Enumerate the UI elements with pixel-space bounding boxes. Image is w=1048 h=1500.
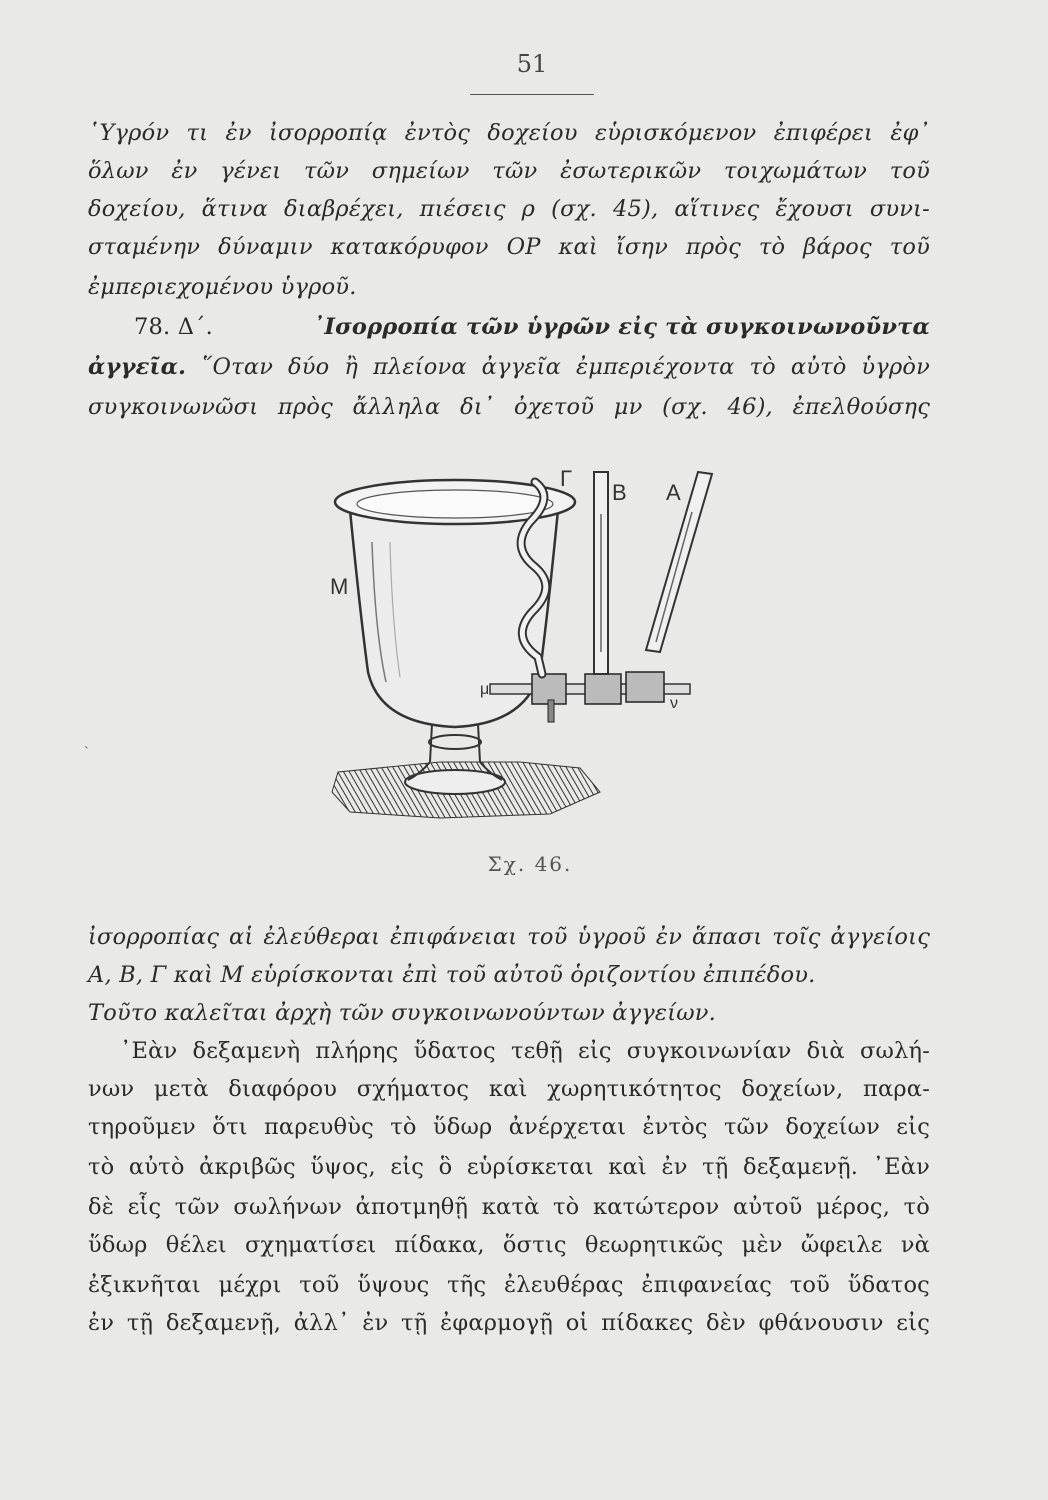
section-text-1: ῞Οταν δύο ἢ πλείονα ἀγγεῖα ἐμπεριέχοντα τὸ αὐτὸ ὑγρὸν (186, 354, 930, 380)
label-nu: ν (670, 695, 678, 712)
paragraph2-line-3: Τοῦτο καλεῖται ἀρχὴ τῶν συγκοινωνούντων ἀγγείων. (88, 1000, 717, 1026)
connector-alpha (626, 672, 664, 702)
paragraph3-line-1: ᾿Εὰν δεξαμενὴ πλήρης ὕδατος τεθῇ εἰς συγκοινωνίαν διὰ σωλή- (120, 1038, 930, 1064)
paragraph1-line-2: ὅλων ἐν γένει τῶν σημείων τῶν ἐσωτερικῶν τοιχωμάτων τοῦ (88, 158, 930, 184)
paragraph1-line-3: δοχείου, ἅτινα διαβρέχει, πιέσεις ρ (σχ. 45), αἵτινες ἔχουσι συνι- (88, 196, 930, 222)
label-alpha: Α (666, 480, 681, 505)
label-mu-small: μ (480, 681, 490, 698)
paragraph3-line-6: ὕδωρ θέλει σχηματίσει πίδακα, ὅστις θεωρητικῶς μὲν ὤφειλε νὰ (88, 1232, 930, 1258)
paragraph2-line-1: ἰσορροπίας αἱ ἐλεύθεραι ἐπιφάνειαι τοῦ ὑγροῦ ἐν ἅπασι τοῖς ἀγγείοις (88, 924, 930, 950)
figure-communicating-vessels (320, 462, 740, 852)
label-beta: Β (612, 480, 627, 505)
page-number: 51 (516, 50, 548, 78)
section-line-2 (88, 352, 930, 382)
paragraph1-line-4: σταμένην δύναμιν κατακόρυφον OP καὶ ἴσην πρὸς τὸ βάρος τοῦ (88, 234, 930, 260)
margin-mark: ˴ (84, 738, 89, 754)
paragraph3-line-8: ἐν τῇ δεξαμενῇ, ἀλλ᾽ ἐν τῇ ἐφαρμογῇ οἱ πίδακες δὲν φθάνουσιν εἰς (88, 1310, 930, 1336)
figure-caption: Σχ. 46. (487, 852, 573, 876)
paragraph3-line-3: τηροῦμεν ὅτι παρευθὺς τὸ ὕδωρ ἀνέρχεται ἐντὸς τῶν δοχείων εἰς (88, 1114, 930, 1140)
section-title: ᾿Ισορροπία τῶν ὑγρῶν εἰς τὰ συγκοινωνοῦντα (312, 314, 930, 340)
label-mu-vessel: Μ (330, 574, 349, 599)
section-title-end: ἀγγεῖα. (88, 354, 187, 380)
label-gamma: Γ (560, 466, 573, 491)
paragraph3-line-2: νων μετὰ διαφόρου σχήματος καὶ χωρητικότητος δοχείων, παρα- (88, 1076, 930, 1102)
paragraph3-line-5: δὲ εἷς τῶν σωλήνων ἀποτμηθῇ κατὰ τὸ κατώτερον αὐτοῦ μέρος, τὸ (88, 1194, 930, 1220)
vessel-foot (405, 770, 505, 794)
paragraph2-line-2: A, B, Γ καὶ M εὑρίσκονται ἐπὶ τοῦ αὐτοῦ ὁριζοντίου ἐπιπέδου. (88, 962, 816, 988)
section-number: 78. Δ΄. (134, 314, 213, 340)
paragraph1-line-5: ἐμπεριεχομένου ὑγροῦ. (88, 274, 357, 300)
paragraph1-line-1: ῾Υγρόν τι ἐν ἰσορροπίᾳ ἐντὸς δοχείου εὑρισκόμενον ἐπιφέρει ἐφ᾽ (88, 120, 930, 146)
paragraph3-line-7: ἐξικνῆται μέχρι τοῦ ὕψους τῆς ἐλευθέρας ἐπιφανείας τοῦ ὕδατος (88, 1272, 930, 1298)
section-line-3: συγκοινωνῶσι πρὸς ἄλληλα δι᾽ ὀχετοῦ μν (σχ. 46), ἐπελθούσης (88, 394, 930, 420)
paragraph3-line-4: τὸ αὐτὸ ἀκριβῶς ὕψος, εἰς ὃ εὑρίσκεται καὶ ἐν τῇ δεξαμενῇ. ᾿Εὰν (88, 1154, 930, 1180)
page-number-rule (470, 94, 594, 95)
connector-beta (585, 674, 621, 704)
section-heading-line (134, 312, 930, 342)
